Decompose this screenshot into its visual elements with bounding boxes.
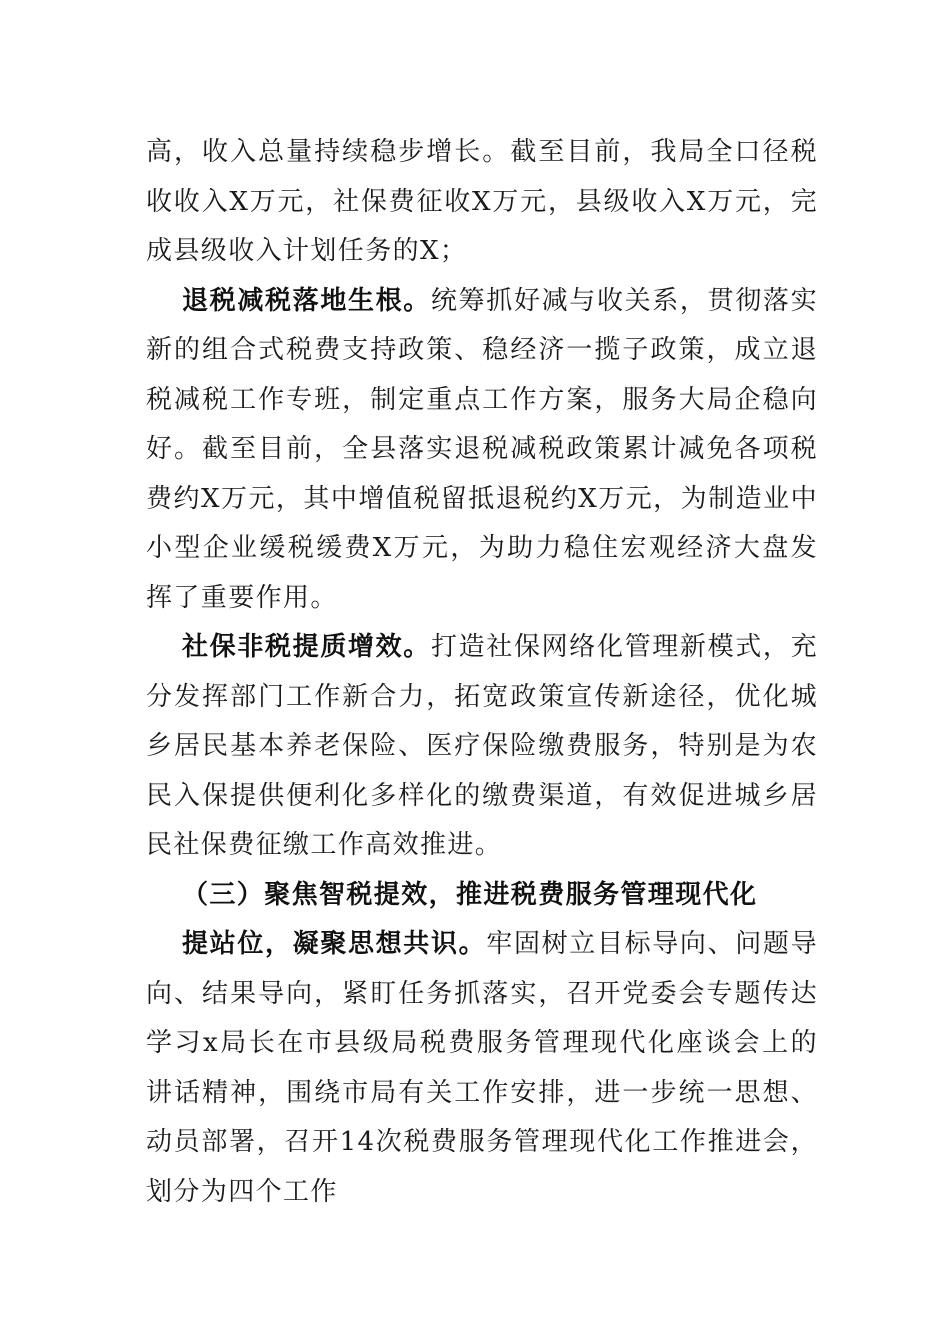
paragraph-social-security-lead: 社保非税提质增效。 bbox=[182, 632, 431, 662]
paragraph-revenue bbox=[146, 128, 818, 277]
paragraph-consensus bbox=[146, 920, 818, 1217]
paragraph-revenue-text: 高，收入总量持续稳步增长。截至目前，我局全口径税收收入X万元，社保费征收X万元，县级收入X万元，完成县级收入计划任务的X； bbox=[146, 137, 818, 266]
paragraph-social-security-text: 打造社保网络化管理新模式，充分发挥部门工作新合力，拓宽政策宣传新途径，优化城乡居民基本养老保险、医疗保险缴费服务，特别是为农民入保提供便利化多样化的缴费渠道，有效促进城乡居民社保费征缴工作高效推进。 bbox=[146, 632, 818, 860]
paragraph-consensus-lead: 提站位，凝聚思想共识。 bbox=[182, 929, 487, 959]
paragraph-social-security bbox=[146, 623, 818, 871]
paragraph-tax-reduction-lead: 退税减税落地生根。 bbox=[182, 285, 431, 316]
document-body bbox=[146, 128, 818, 1217]
section-heading: （三）聚焦智税提效，推进税费服务管理现代化 bbox=[182, 879, 758, 910]
paragraph-tax-reduction bbox=[146, 277, 818, 624]
paragraph-tax-reduction-text: 统筹抓好减与收关系，贯彻落实新的组合式税费支持政策、稳经济一揽子政策，成立退税减税工作专班，制定重点工作方案，服务大局企稳向好。截至目前，全县落实退税减税政策累计减免各项税费约X万元，其中增值税留抵退税约X万元，为制造业中小型企业缓税缓费X万元，为助力稳住宏观经济大盘发挥了重要作用。 bbox=[146, 285, 818, 613]
paragraph-consensus-text: 牢固树立目标导向、问题导向、结果导向，紧盯任务抓落实，召开党委会专题传达学习x局长在市县级局税费服务管理现代化座谈会上的讲话精神，围绕市局有关工作安排，进一步统一思想、动员部署，召开14次税费服务管理现代化工作推进会，划分为四个工作 bbox=[146, 929, 818, 1207]
